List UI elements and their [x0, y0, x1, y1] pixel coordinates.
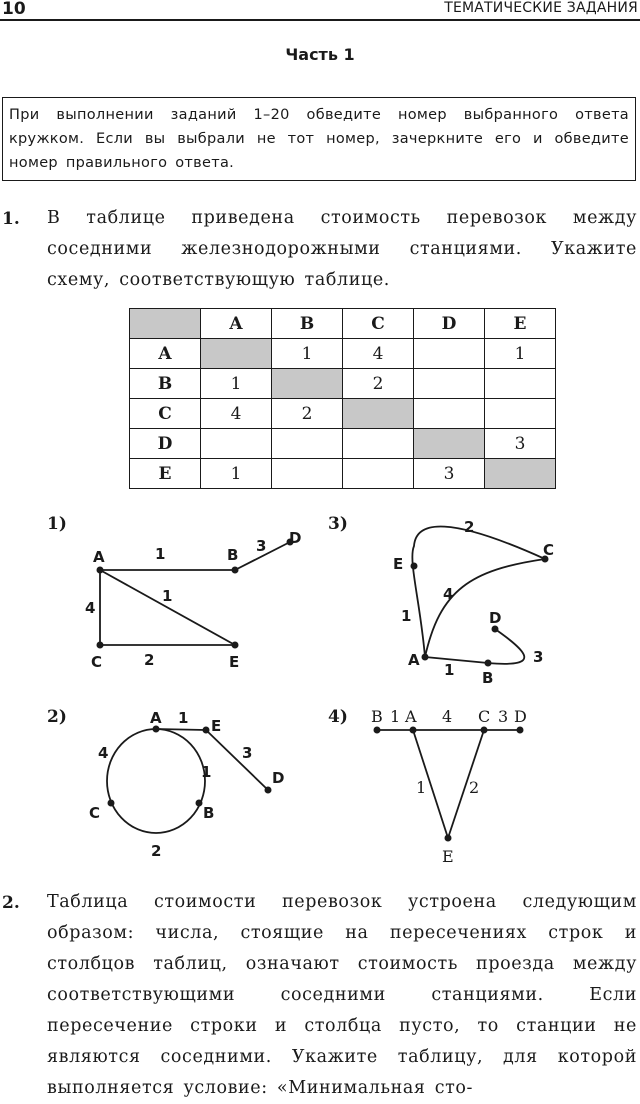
part-title: Часть 1: [285, 45, 355, 64]
node-label: C: [91, 653, 103, 671]
node-label: D: [489, 609, 502, 627]
edge-weight: 1: [162, 587, 173, 605]
row-header: D: [130, 429, 201, 459]
node-label: D: [272, 769, 285, 787]
edge-weight: 2: [144, 651, 155, 669]
option-1-label: 1): [47, 514, 67, 534]
graph-node: [485, 660, 492, 667]
edge: [488, 629, 524, 664]
row-header: A: [130, 339, 201, 369]
node-label: E: [393, 555, 404, 573]
graph-node: [374, 727, 381, 734]
graph-node: [97, 567, 104, 574]
page-number: 10: [2, 0, 26, 19]
node-label: A: [405, 707, 417, 726]
graph-node: [232, 642, 239, 649]
task-2-number: 2.: [2, 893, 20, 913]
option-4-label: 4): [328, 707, 348, 727]
edge-weight: 2: [464, 518, 475, 536]
graph-node: [422, 654, 429, 661]
node-label: A: [150, 709, 162, 727]
running-title: ТЕМАТИЧЕСКИЕ ЗАДАНИЯ: [444, 0, 638, 16]
graph-node: [265, 787, 272, 794]
edge-weight: 4: [442, 707, 453, 726]
edge: [156, 729, 206, 730]
edge-weight: 2: [469, 778, 480, 797]
task-2-text: Таблица стоимости перевозок устроена следующим образом: числа, стоящие на пересечениях строк и столбцов таблиц, означают стоимость проезда между соответствующими соседними станциями. Если пересечение строки и столбца пусто, то станции не являются соседними. Укажите таблицу, для которой выполняется условие: «Минимальная сто-: [47, 892, 637, 1098]
graph-node: [108, 800, 115, 807]
table-cell: 3: [414, 459, 485, 489]
edge-weight: 1: [155, 545, 166, 563]
node-label: B: [203, 804, 215, 822]
node-label: E: [229, 653, 240, 671]
graph-node: [203, 727, 210, 734]
instruction-box: При выполнении заданий 1–20 обведите номер выбранного ответа кружком. Если вы выбрали не тот номер, зачеркните его и обведите номер правильного ответа.: [2, 97, 636, 181]
edge: [100, 570, 235, 645]
node-label: C: [543, 541, 555, 559]
graph-node: [196, 800, 203, 807]
edge-weight: 4: [98, 744, 109, 762]
node-label: E: [442, 847, 454, 866]
edge-weight: 3: [533, 648, 544, 666]
edge-weight: 3: [242, 744, 253, 762]
edge: [425, 559, 545, 657]
table-cell: 2: [272, 399, 343, 429]
graph-node: [517, 727, 524, 734]
node-label: B: [482, 669, 494, 687]
edge: [206, 730, 268, 790]
column-header: B: [272, 309, 343, 339]
table-cell: 1: [272, 339, 343, 369]
node-label: A: [93, 548, 105, 566]
table-cell: 2: [343, 369, 414, 399]
table-cell: 1: [201, 369, 272, 399]
node-label: B: [227, 546, 239, 564]
edge-weight: 1: [390, 707, 401, 726]
edge-weight: 2: [151, 842, 162, 860]
edge-weight: 1: [444, 661, 455, 679]
graph-node: [97, 642, 104, 649]
option-2-label: 2): [47, 707, 67, 727]
column-header: C: [343, 309, 414, 339]
edge-weight: 4: [85, 599, 96, 617]
row-header: C: [130, 399, 201, 429]
edge: [412, 527, 545, 657]
row-header: E: [130, 459, 201, 489]
graph-node: [445, 835, 452, 842]
node-label: C: [89, 804, 101, 822]
table-cell: 4: [343, 339, 414, 369]
task-1-text: В таблице приведена стоимость перевозок между соседними железнодорожными станциями. Укажите схему, соответствующую таблице.: [47, 208, 637, 290]
graph-node: [410, 727, 417, 734]
option-3-label: 3): [328, 514, 348, 534]
graph-node: [411, 563, 418, 570]
node-label: E: [211, 717, 222, 735]
column-header: D: [414, 309, 485, 339]
node-label: C: [478, 707, 491, 726]
graph-node: [232, 567, 239, 574]
node-label: D: [289, 529, 302, 547]
node-label: A: [408, 651, 420, 669]
edge-weight: 1: [401, 607, 412, 625]
edge: [107, 729, 205, 833]
node-label: D: [514, 707, 527, 726]
edge-weight: 3: [256, 537, 267, 555]
edge-weight: 1: [416, 778, 427, 797]
table-cell: 3: [485, 429, 556, 459]
table-cell: 1: [201, 459, 272, 489]
column-header: E: [485, 309, 556, 339]
edge-weight: 1: [201, 763, 212, 781]
task-1-number: 1.: [2, 209, 20, 229]
column-header: A: [201, 309, 272, 339]
node-label: B: [371, 707, 383, 726]
graph-node: [481, 727, 488, 734]
edge-weight: 3: [498, 707, 509, 726]
table-cell: 1: [485, 339, 556, 369]
edge: [425, 657, 488, 663]
edge-weight: 4: [443, 585, 454, 603]
row-header: B: [130, 369, 201, 399]
table-cell: 4: [201, 399, 272, 429]
edge-weight: 1: [178, 709, 189, 727]
